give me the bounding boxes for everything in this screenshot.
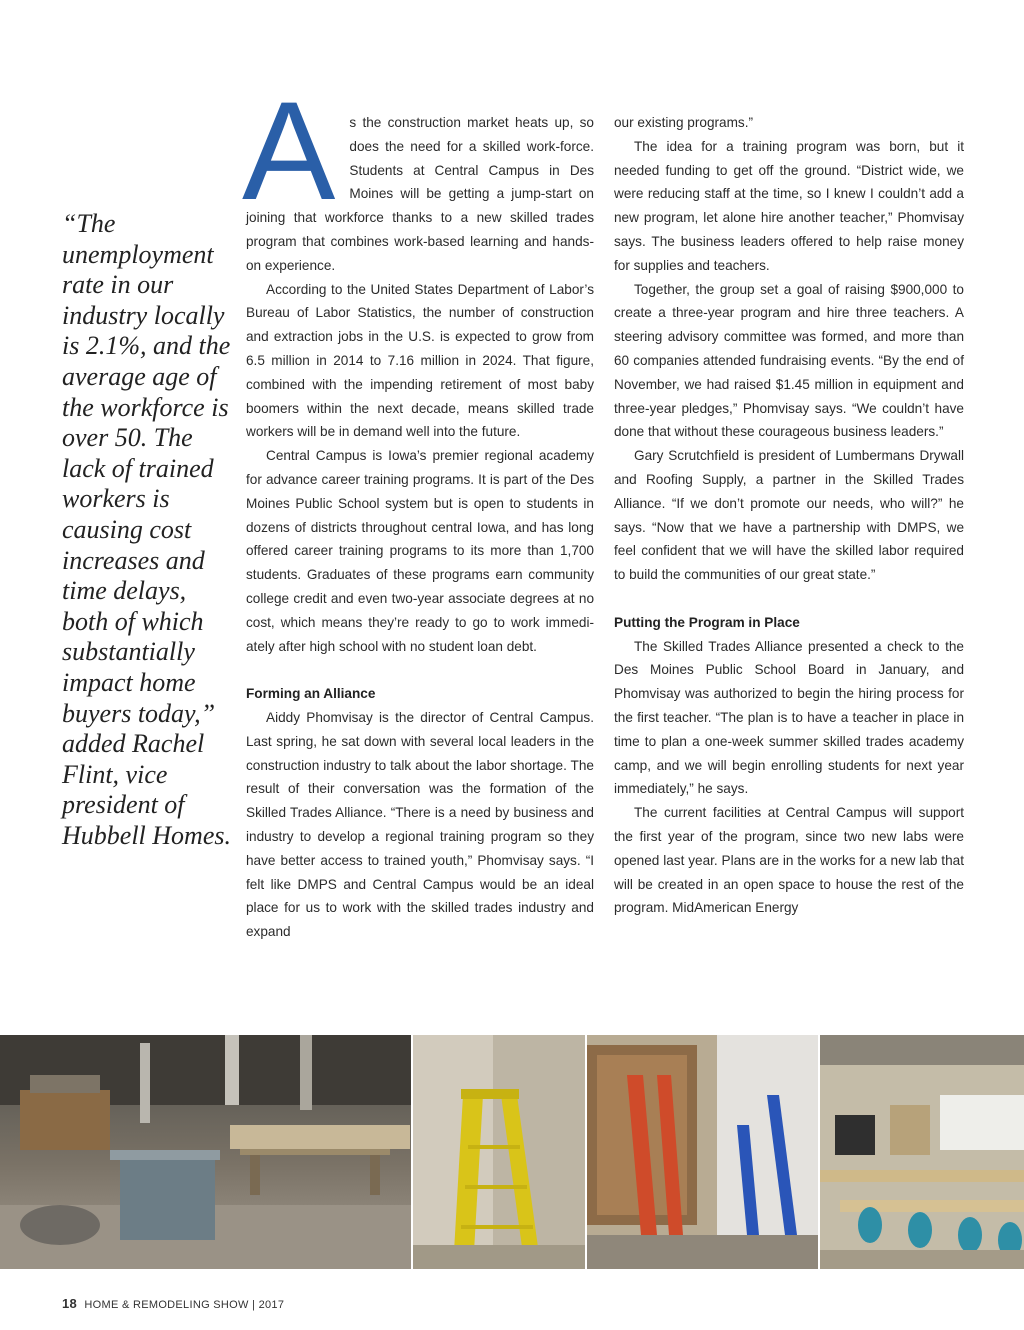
paragraph: The idea for a training program was born, but it needed funding to get off the ground. “District wide, we were reducing staff at the time, so I knew I couldn’t add a new program, let alone hire another teacher,” Phomvisay says. The business leaders offered to help raise money for supplies and teachers. [614,138,964,273]
classroom-photo [820,1035,1024,1269]
drop-cap: A [242,72,336,229]
paragraph: Central Campus is Iowa’s premier regional academy for advance career training programs. It is part of the Des Moines Public School system but is open to students in dozens of districts throughout central Iowa, and has long offered career training programs to its more than 1,700 students. Graduates of these programs earn community college credit and even two-year associate degrees at no cost, which means they’re ready to go to work immedi-ately after high school with no student loan debt. [246,448,594,654]
section-heading: Putting the Program in Place [614,614,800,630]
page-number: 18 [62,1296,78,1311]
paragraph: According to the United States Department of Labor’s Bureau of Labor Statistics, the number of construction and extraction jobs in the U.S. is expected to grow from 6.5 million in 2014 to 7.16 million in 2024. That figure, combined with the impending retirement of most baby boomers within the next decade, means skilled trade workers will be in demand well into the future. [246,281,594,440]
paragraph: our existing programs.” [614,115,754,130]
article-column-2 [614,111,964,920]
pull-quote: “The unemployment rate in our industry locally is 2.1%, and the average age of the workforce is over 50. The lack of trained workers is causing cost increases and time delays, both of which substantially impact home buyers today,” added Rachel Flint, vice president of Hubbell Homes. [62,209,231,850]
paragraph: Together, the group set a goal of raising $900,000 to create a three-year program and hire three teachers. A steering advisory committee was formed, and more than 60 companies attended fundraising events. “By the end of November, we had raised $1.45 million in equipment and three-year pledges,” Phomvisay says. “We couldn’t have done that without these courageous business leaders.” [614,281,964,440]
publication-name: HOME & REMODELING SHOW [84,1299,249,1311]
ladder-photo [413,1035,585,1269]
article-column-1 [242,72,594,944]
paragraph-text: s the construction market heats up, so does the need for a skilled work-force. Students at Central Campus in Des Moines will be getting a jump-start on joining that workforce thanks to a new skilled trades program that combines work-based learning and hands-on experience. [246,115,594,273]
paragraph [242,72,594,278]
framing-lab-photo [587,1035,819,1269]
footer-separator: | [252,1299,256,1311]
paragraph: The current facilities at Central Campus will support the first year of the program, since two new labs were opened last year. Plans are in the works for a new lab that will be created in an open space to house the rest of the program. MidAmerican Energy [614,805,964,916]
paragraph: Aiddy Phomvisay is the director of Central Campus. Last spring, he sat down with several local leaders in the construction industry to talk about the labor shortage. The result of their conversation was the formation of the Skilled Trades Alliance. “There is a need by business and industry to develop a regional training program so they have better access to trained youth,” Phomvisay says. “I felt like DMPS and Central Campus would be an ideal place for us to work with the skilled trades industry and expand [246,709,594,940]
section-heading: Forming an Alliance [246,686,376,702]
photo-strip [0,1035,1024,1269]
workshop-photo [0,1035,411,1269]
paragraph: Gary Scrutchfield is president of Lumbermans Drywall and Roofing Supply, a partner in the Skilled Trades Alliance. “If we don’t promote our needs, who will?” he says. “Now that we have a partnership with DMPS, we feel confident that we will have the skilled labor required to build the communities of our great state.” [614,448,964,583]
paragraph: The Skilled Trades Alliance presented a check to the Des Moines Public School Board in January, and Phomvisay was authorized to begin the hiring process for the first teacher. “The plan is to have a teacher in place in time to plan a one-week summer skilled trades academy camp, and we will begin enrolling students for next year immediately,” he says. [614,638,964,797]
page-footer [62,1296,284,1311]
publication-year: 2017 [258,1299,285,1311]
